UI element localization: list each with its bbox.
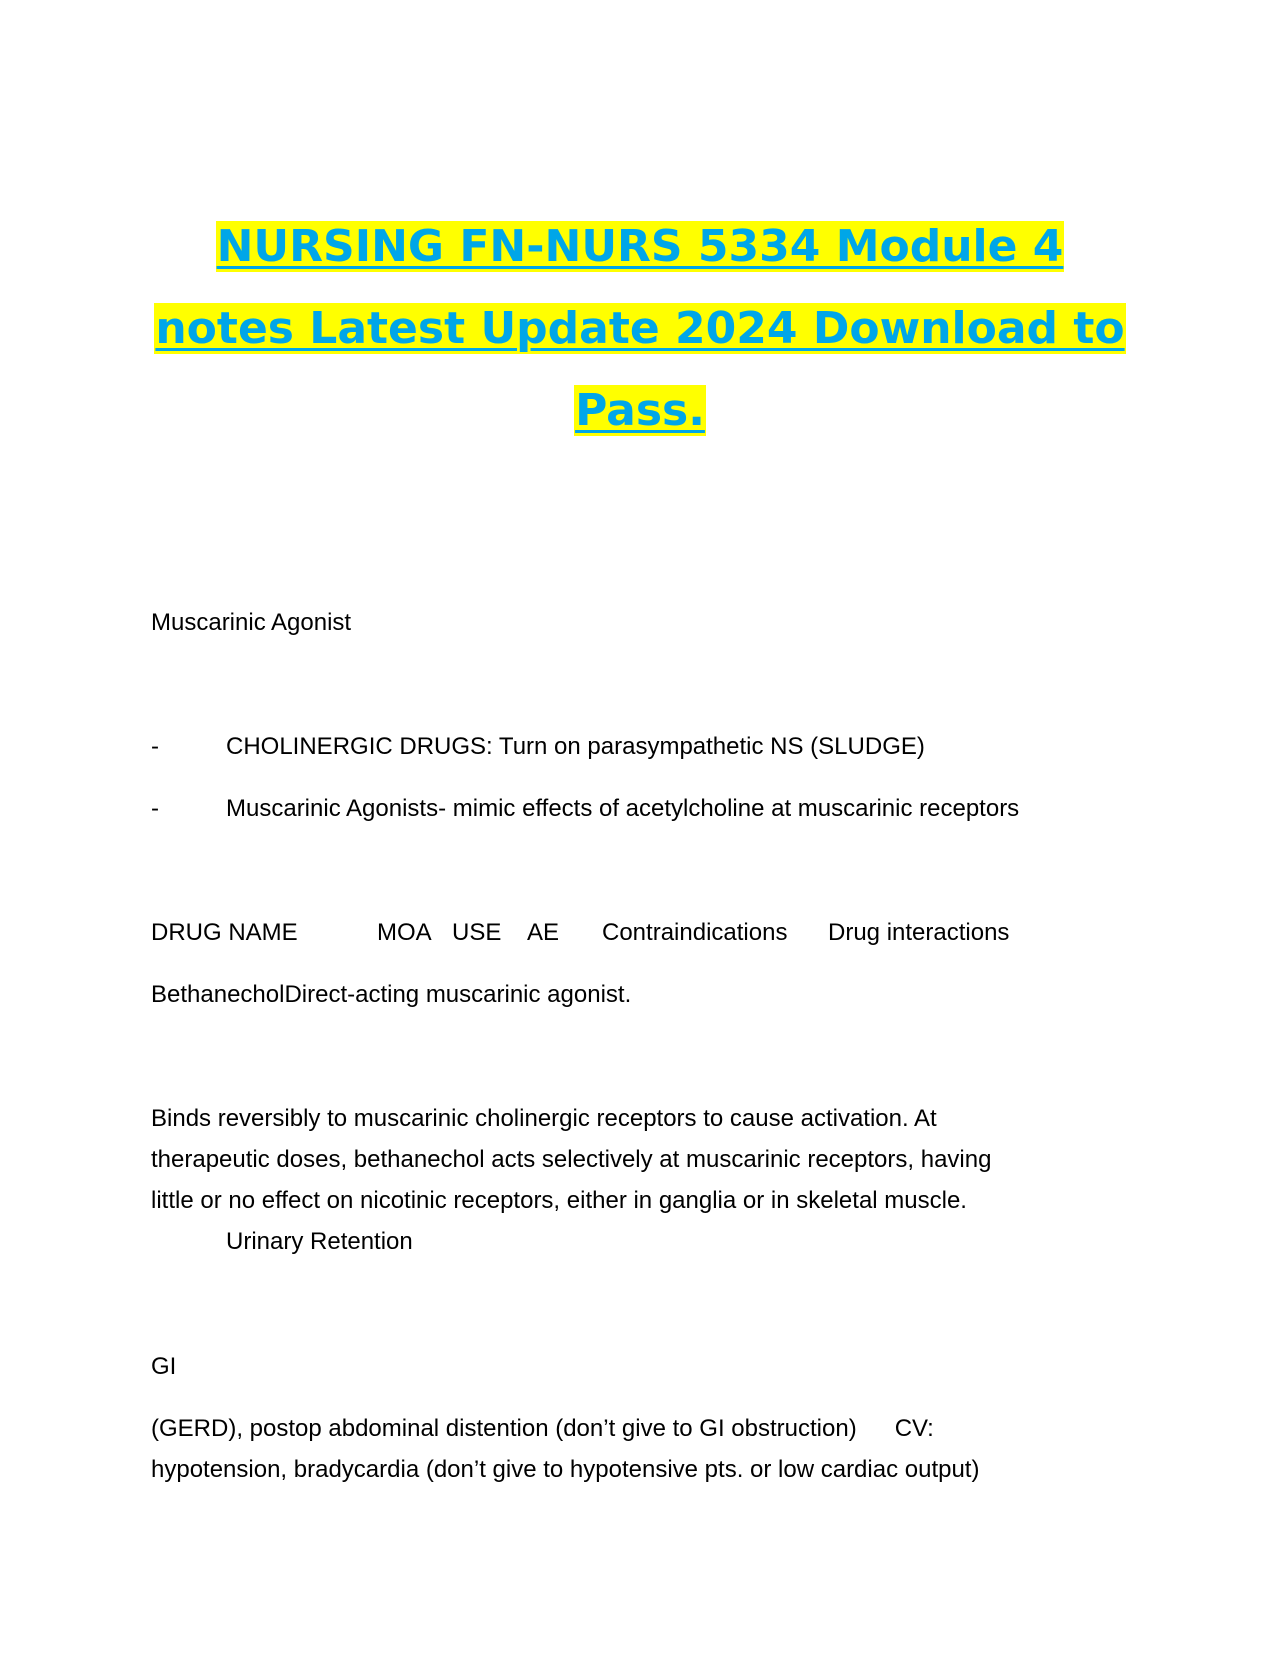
title-line-2: notes Latest Update 2024 Download to bbox=[155, 303, 1125, 354]
document-title bbox=[120, 206, 1160, 452]
moa-line-3: little or no effect on nicotinic receptors, either in ganglia or in skeletal muscle. bbox=[151, 1187, 967, 1214]
gi-line-1 bbox=[151, 1408, 1141, 1449]
gi-paragraph bbox=[151, 1408, 1141, 1490]
gi-line-1-cv: CV: bbox=[894, 1415, 934, 1442]
moa-line-1: Binds reversibly to muscarinic cholinergic receptors to cause activation. At bbox=[151, 1105, 937, 1132]
moa-paragraph bbox=[151, 1098, 1141, 1262]
header-moa: MOA bbox=[377, 919, 432, 946]
use-urinary-retention: Urinary Retention bbox=[226, 1228, 413, 1255]
drug-row: BethanecholDirect-acting muscarinic agonist. bbox=[151, 981, 632, 1008]
header-drug-interactions: Drug interactions bbox=[828, 919, 1010, 946]
table-header bbox=[151, 912, 1141, 953]
header-drug-name: DRUG NAME bbox=[151, 919, 298, 946]
gi-line-1-text: (GERD), postop abdominal distention (don’t give to GI obstruction) bbox=[151, 1415, 857, 1442]
gi-label: GI bbox=[151, 1353, 177, 1380]
gi-line-2: hypotension, bradycardia (don’t give to hypotensive pts. or low cardiac output) bbox=[151, 1456, 980, 1483]
bullet-text: CHOLINERGIC DRUGS: Turn on parasympathetic NS (SLUDGE) bbox=[226, 733, 925, 760]
bullet-text: Muscarinic Agonists- mimic effects of acetylcholine at muscarinic receptors bbox=[226, 795, 1020, 822]
header-use: USE bbox=[452, 919, 502, 946]
title-line-3: Pass. bbox=[575, 385, 705, 436]
bullet-dash: - bbox=[151, 733, 159, 760]
moa-line-2: therapeutic doses, bethanechol acts selectively at muscarinic receptors, having bbox=[151, 1146, 992, 1173]
title-line-1: NURSING FN-NURS 5334 Module 4 bbox=[216, 221, 1064, 272]
header-ae: AE bbox=[527, 919, 560, 946]
bullet-item bbox=[151, 726, 1141, 767]
bullet-dash: - bbox=[151, 795, 159, 822]
section-heading: Muscarinic Agonist bbox=[151, 609, 352, 636]
header-contraindications: Contraindications bbox=[602, 919, 788, 946]
bullet-item bbox=[151, 788, 1141, 829]
